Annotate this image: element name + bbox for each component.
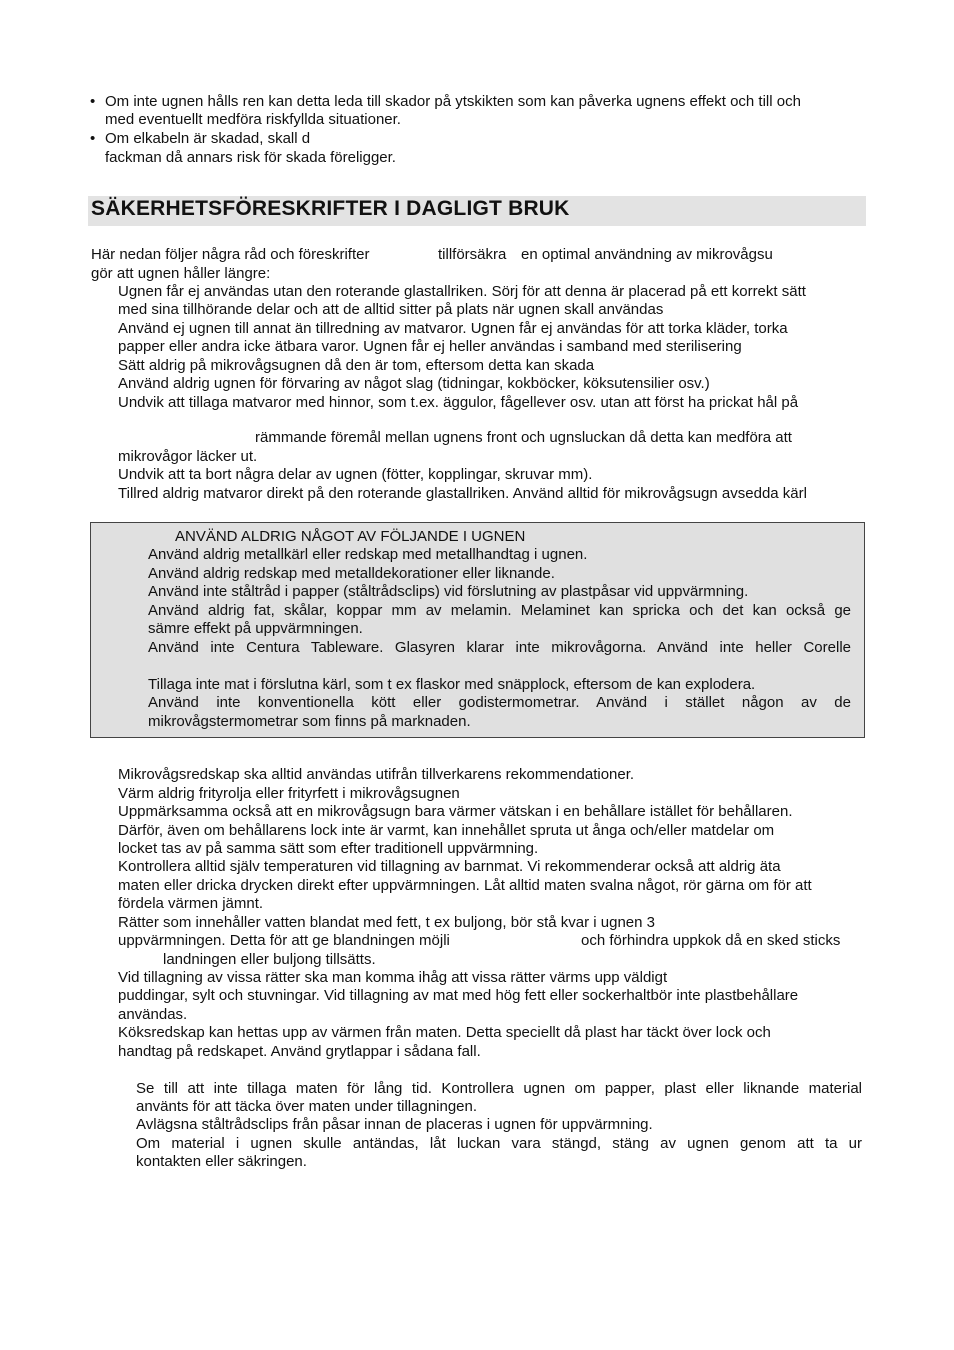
note-line: locket tas av på samma sätt som efter traditionell uppvärmning.	[118, 840, 539, 857]
note-line: handtag på redskapet. Använd grytlappar i sådana fall.	[118, 1043, 481, 1060]
note-line: Därför, även om behållarens lock inte är varmt, kan innehållet spruta ut ånga och/eller matdelar om	[118, 822, 775, 839]
warning-line: sämre effekt på uppvärmningen.	[148, 620, 363, 637]
fire-line: Avlägsna ståltrådsclips från påsar innan de placeras i ugnen för uppvärmning.	[136, 1116, 653, 1133]
rule-line: rämmande föremål mellan ugnens front och ugnsluckan då detta kan medföra att	[255, 429, 792, 446]
fire-line: kontakten eller säkringen.	[136, 1153, 307, 1170]
note-line: Värm aldrig frityrolja eller frityrfett i mikrovågsugnen	[118, 785, 460, 802]
rule-line: Använd aldrig ugnen för förvaring av något slag (tidningar, kokböcker, köksutensilier osv.)	[118, 375, 710, 392]
rule-line: mikrovågor läcker ut.	[118, 448, 258, 465]
note-line: fördela värmen jämnt.	[118, 895, 264, 912]
rule-line: Använd ej ugnen till annat än tillredning av matvaror. Ugnen får ej användas för att torka kläder, torka	[118, 320, 788, 337]
fire-line: Se till att inte tillaga maten för lång tid. Kontrollera ugnen om papper, plast eller liknande material	[136, 1080, 862, 1097]
intro-line-1-part-a: Här nedan följer några råd och föreskrifter	[91, 246, 370, 263]
note-line: Vid tillagning av vissa rätter ska man komma ihåg att vissa rätter värms upp väldigt	[118, 969, 668, 986]
note-line: uppvärmningen. Detta för att ge blandningen möjli	[118, 932, 450, 949]
intro-line-1-part-b: tillförsäkra	[438, 246, 507, 263]
warning-line: Använd aldrig metallkärl eller redskap med metallhandtag i ugnen.	[148, 546, 588, 563]
bullet-icon: •	[90, 93, 96, 110]
top-bullet-1-line-2: med eventuellt medföra riskfyllda situationer.	[105, 111, 401, 128]
top-bullet-2-line-1: Om elkabeln är skadad, skall d	[105, 130, 311, 147]
rule-line: Tillred aldrig matvaror direkt på den roterande glastallriken. Använd alltid för mikrovågsugn avsedda kärl	[118, 485, 807, 502]
note-line: landningen eller buljong tillsätts.	[163, 951, 376, 968]
warning-line: Använd inte Centura Tableware. Glasyren klarar inte mikrovågorna. Använd inte heller Corelle	[148, 639, 851, 656]
intro-line-2: gör att ugnen håller längre:	[91, 265, 271, 282]
note-line: Rätter som innehåller vatten blandat med fett, t ex buljong, bör stå kvar i ugnen 3	[118, 914, 655, 931]
warning-line: Använd inte ståltråd i papper (ståltrådsclips) vid förslutning av plastpåsar vid uppvärmning.	[148, 583, 749, 600]
note-line: maten eller dricka drycken direkt efter uppvärmningen. Låt alltid maten svalna något, rör gärna om för att	[118, 877, 812, 894]
warning-line: Använd aldrig redskap med metalldekorationer eller liknande.	[148, 565, 555, 582]
warning-line: Tillaga inte mat i förslutna kärl, som t ex flaskor med snäpplock, eftersom de kan explodera.	[148, 676, 756, 693]
note-line: användas.	[118, 1006, 188, 1023]
intro-line-1-part-c: en optimal användning av mikrovågsu	[521, 246, 773, 263]
fire-line: Om material i ugnen skulle antändas, låt luckan vara stängd, stäng av ugnen genom att ta ur	[136, 1135, 862, 1152]
rule-line: papper eller andra icke ätbara varor. Ugnen får ej heller användas i samband med sterilisering	[118, 338, 742, 355]
bullet-icon: •	[90, 130, 96, 147]
section-heading: SÄKERHETSFÖRESKRIFTER I DAGLIGT BRUK	[91, 197, 570, 220]
rule-line: Undvik att tillaga matvaror med hinnor, som t.ex. äggulor, fågellever osv. utan att först ha prickat hål på	[118, 394, 799, 411]
top-bullet-2-line-2: fackman då annars risk för skada föreligger.	[105, 149, 396, 166]
warning-line: mikrovågstermometrar som finns på marknaden.	[148, 713, 471, 730]
top-bullet-1-line-1: Om inte ugnen hålls ren kan detta leda till skador på ytskikten som kan påverka ugnens effekt och till och	[105, 93, 801, 110]
warning-box-title: ANVÄND ALDRIG NÅGOT AV FÖLJANDE I UGNEN	[175, 528, 526, 545]
note-line: puddingar, sylt och stuvningar. Vid tillagning av mat med hög fett eller sockerhaltbör inte plastbehållare	[118, 987, 799, 1004]
note-line: Uppmärksamma också att en mikrovågsugn bara värmer vätskan i en behållare istället för behållaren.	[118, 803, 793, 820]
rule-line: med sina tillhörande delar och att de alltid sitter på plats när ugnen skall användas	[118, 301, 664, 318]
note-line: Kontrollera alltid själv temperaturen vid tillagning av barnmat. Vi rekommenderar också att aldrig äta	[118, 858, 781, 875]
rule-line: Undvik att ta bort några delar av ugnen (fötter, kopplingar, skruvar mm).	[118, 466, 593, 483]
rule-line: Sätt aldrig på mikrovågsugnen då den är tom, eftersom detta kan skada	[118, 357, 595, 374]
warning-line: Använd aldrig fat, skålar, koppar mm av melamin. Melaminet kan spricka och det kan också ge	[148, 602, 851, 619]
note-line: och förhindra uppkok då en sked sticks	[581, 932, 841, 949]
note-line: Mikrovågsredskap ska alltid användas utifrån tillverkarens rekommendationer.	[118, 766, 635, 783]
rule-line: Ugnen får ej användas utan den roterande glastallriken. Sörj för att denna är placerad på ett korrekt sätt	[118, 283, 806, 300]
fire-line: använts för att täcka över maten under tillagningen.	[136, 1098, 478, 1115]
note-line: Köksredskap kan hettas upp av värmen från maten. Detta speciellt då plast har täckt över lock och	[118, 1024, 771, 1041]
warning-line: Använd inte konventionella kött eller godistermometrar. Använd i stället någon av de	[148, 694, 851, 711]
